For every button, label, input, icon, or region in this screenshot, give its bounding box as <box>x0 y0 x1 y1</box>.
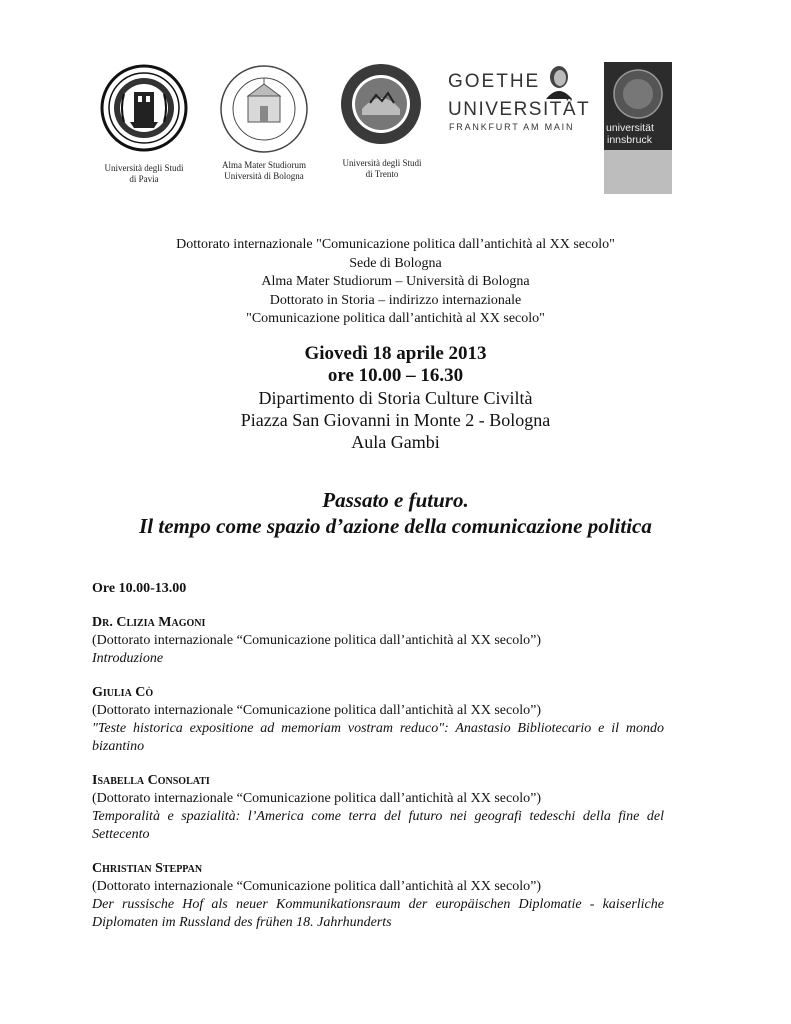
innsbruck-seal <box>610 68 666 120</box>
trento-caption <box>322 158 442 180</box>
bologna-caption-line-1: Alma Mater Studiorum <box>222 160 306 170</box>
speaker-talk-title: Introduzione <box>92 651 164 666</box>
innsbruck-word-1: universität <box>606 122 654 134</box>
speaker-affiliation: (Dottorato internazionale “Comunicazione politica dall’antichità al XX secolo”) <box>92 633 541 648</box>
speaker-entry <box>92 684 664 756</box>
speaker-talk-title: Temporalità e spazialità: l’America come terra del futuro nei geografi tedeschi della fine del Settecento <box>92 809 664 842</box>
speaker-name: Giulia Cò <box>92 685 154 700</box>
event-title <box>0 487 791 539</box>
event-room: Aula Gambi <box>351 432 440 452</box>
speaker-affiliation: (Dottorato internazionale “Comunicazione politica dall’antichità al XX secolo”) <box>92 879 541 894</box>
bologna-seal-logo <box>218 64 310 154</box>
event-info <box>0 343 791 453</box>
event-time: ore 10.00 – 16.30 <box>327 365 464 386</box>
bologna-caption-line-2: Università di Bologna <box>224 171 304 181</box>
frankfurt-word: FRANKFURT AM MAIN <box>449 122 575 132</box>
speaker-entry <box>92 614 664 668</box>
bologna-caption <box>204 160 324 182</box>
innsbruck-logo <box>604 62 672 194</box>
header-line-4: Dottorato in Storia – indirizzo internazionale <box>269 292 522 308</box>
pavia-caption-line-2: di Pavia <box>129 174 159 184</box>
header-line-3: Alma Mater Studiorum – Università di Bologna <box>261 274 530 289</box>
session-time: Ore 10.00-13.00 <box>92 581 187 596</box>
goethe-word: GOETHE <box>448 71 541 92</box>
event-title-line-1: Passato e futuro. <box>322 488 469 512</box>
speaker-talk-title: "Teste historica expositione ad memoriam vostram reduco": Anastasio Bibliotecario e il mondo bizantino <box>92 721 664 754</box>
speaker-entry <box>92 860 664 932</box>
event-date: Giovedì 18 aprile 2013 <box>304 343 487 364</box>
pavia-seal-logo <box>100 64 188 152</box>
event-title-line-2: Il tempo come spazio d’azione della comunicazione politica <box>139 514 652 538</box>
pavia-caption-line-1: Università degli Studi <box>104 163 184 173</box>
pavia-caption <box>84 163 204 185</box>
trento-caption-line-1: Università degli Studi <box>342 158 422 168</box>
header-line-2: Sede di Bologna <box>349 255 442 271</box>
doctorate-header <box>0 236 791 329</box>
speaker-affiliation: (Dottorato internazionale “Comunicazione politica dall’antichità al XX secolo”) <box>92 703 541 718</box>
speaker-entry <box>92 772 664 844</box>
event-address: Piazza San Giovanni in Monte 2 - Bologna <box>240 410 551 430</box>
innsbruck-word-2: innsbruck <box>607 134 652 146</box>
event-department: Dipartimento di Storia Culture Civiltà <box>258 388 533 408</box>
header-line-5: "Comunicazione politica dall’antichità al XX secolo" <box>246 311 545 326</box>
speaker-talk-title: Der russische Hof als neuer Kommunikationsraum der europäischen Diplomatie - kaiserliche Diplomaten im Russland des frühen 18. Jahrhunderts <box>92 897 664 930</box>
goethe-logo <box>448 63 591 133</box>
speaker-name: Isabella Consolati <box>92 773 210 788</box>
program <box>92 580 664 948</box>
header-line-1: Dottorato internazionale "Comunicazione politica dall’antichità al XX secolo" <box>176 237 615 252</box>
trento-caption-line-2: di Trento <box>365 169 399 179</box>
trento-seal-logo <box>340 63 422 145</box>
innsbruck-pattern <box>604 150 672 194</box>
universitat-word: UNIVERSITÄT <box>448 99 591 120</box>
speaker-affiliation: (Dottorato internazionale “Comunicazione politica dall’antichità al XX secolo”) <box>92 791 541 806</box>
goethe-portrait <box>540 63 578 99</box>
speaker-name: Christian Steppan <box>92 861 203 876</box>
speaker-name: Dr. Clizia Magoni <box>92 615 206 630</box>
